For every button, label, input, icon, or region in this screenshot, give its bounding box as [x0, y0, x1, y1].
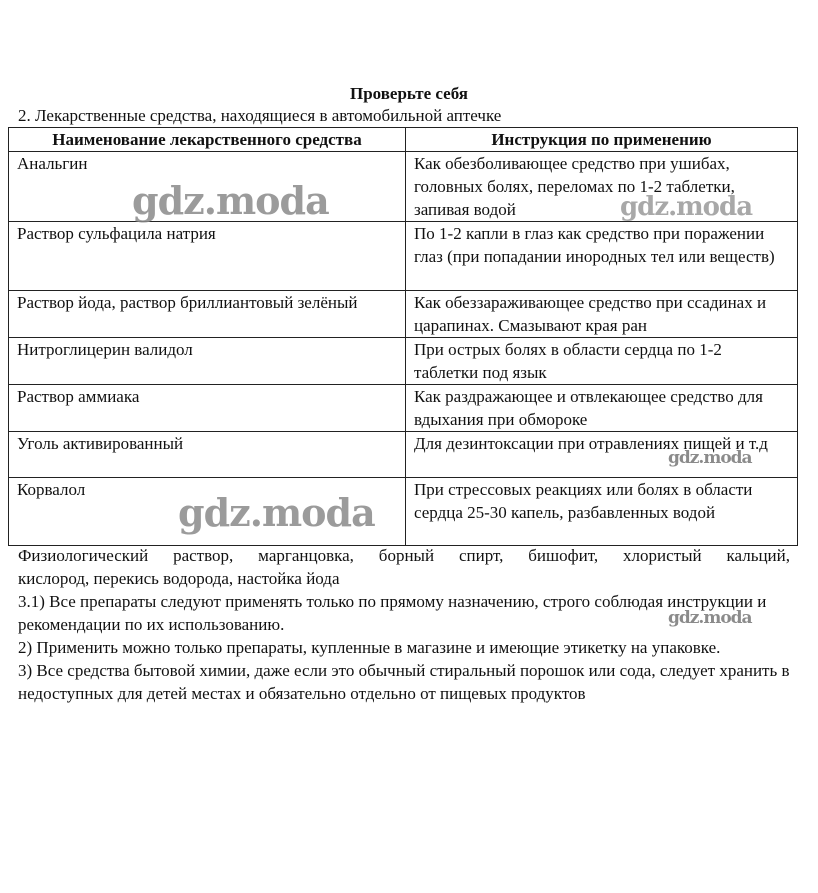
table-row	[9, 432, 798, 478]
watermark: gdz.moda	[668, 448, 752, 468]
medicine-instruction: По 1-2 капли в глаз как средство при поражении глаз (при попадании инородных тел или веществ)	[406, 222, 798, 291]
medicine-name: Раствор аммиака	[9, 385, 406, 432]
medicine-name: Раствор йода, раствор бриллиантовый зелёный	[9, 291, 406, 338]
medicine-instruction: Для дезинтоксации при отравлениях пищей и т.д	[406, 432, 798, 478]
answer-text	[18, 544, 790, 705]
section-heading: 2. Лекарственные средства, находящиеся в автомобильной аптечке	[18, 106, 502, 125]
medicine-name: Корвалол	[9, 478, 406, 546]
rule-paragraph: 3.1) Все препараты следуют применять только по прямому назначению, строго соблюдая инструкции и рекомендации по их использованию.	[18, 592, 767, 634]
watermark: gdz.moda	[620, 192, 753, 222]
medicine-name: Раствор сульфацила натрия	[9, 222, 406, 291]
table-row	[9, 338, 798, 385]
watermark: gdz.moda	[668, 608, 752, 628]
medicine-instruction: При стрессовых реакциях или болях в области сердца 25-30 капель, разбавленных водой	[406, 478, 798, 546]
table-header-row	[9, 128, 798, 152]
medicine-instruction: Как раздражающее и отвлекающее средство для вдыхания при обмороке	[406, 385, 798, 432]
medicine-name: Анальгин	[9, 152, 406, 222]
medicines-table	[8, 127, 798, 546]
table-row	[9, 222, 798, 291]
medicine-name: Уголь активированный	[9, 432, 406, 478]
table-row	[9, 152, 798, 222]
medicine-list-line: Физиологический раствор, марганцовка, борный спирт, бишофит, хлористый кальций,	[18, 546, 790, 565]
watermark: gdz.moda	[178, 490, 375, 535]
column-header-name: Наименование лекарственного средства	[9, 128, 406, 152]
rule-paragraph: 3) Все средства бытовой химии, даже если это обычный стиральный порошок или сода, следует хранить в недоступных для детей местах и обязательно отдельно от пищевых продуктов	[18, 661, 790, 703]
watermark: gdz.moda	[132, 178, 329, 223]
table-row	[9, 478, 798, 546]
medicine-instruction: Как обезболивающее средство при ушибах, головных болях, переломах по 1-2 таблетки, запивая водой	[406, 152, 798, 222]
table-row	[9, 385, 798, 432]
medicine-instruction: При острых болях в области сердца по 1-2 таблетки под язык	[406, 338, 798, 385]
table-row	[9, 291, 798, 338]
medicine-instruction: Как обеззараживающее средство при ссадинах и царапинах. Смазывают края ран	[406, 291, 798, 338]
rule-paragraph: 2) Применить можно только препараты, купленные в магазине и имеющие этикетку на упаковке.	[18, 638, 721, 657]
column-header-instructions: Инструкция по применению	[406, 128, 798, 152]
medicine-name: Нитроглицерин валидол	[9, 338, 406, 385]
medicine-list-line: кислород, перекись водорода, настойка йода	[18, 569, 340, 588]
page-title: Проверьте себя	[350, 84, 468, 103]
